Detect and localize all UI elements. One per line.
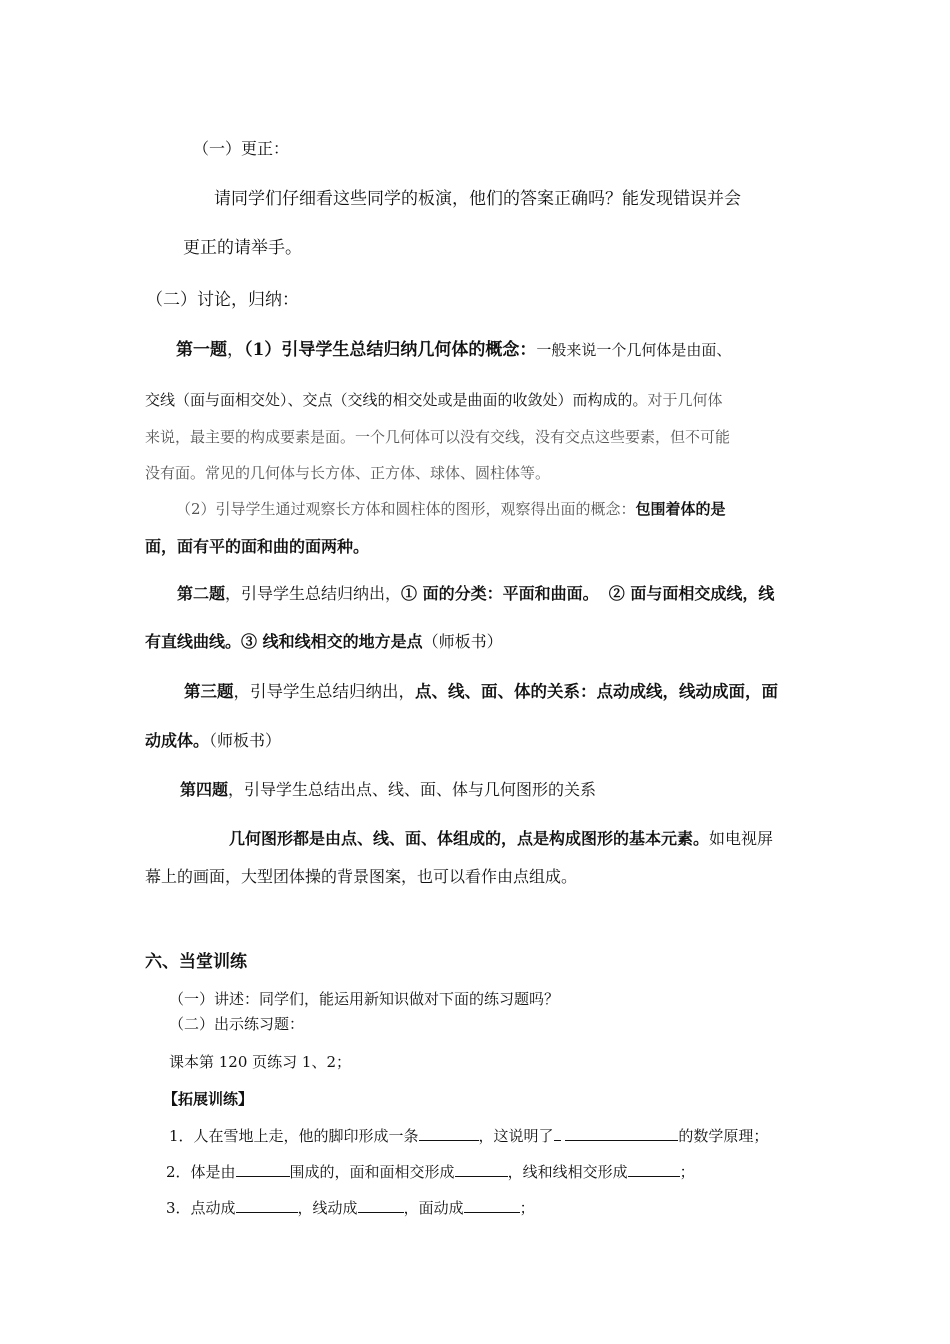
ex2-text-d: ；: [679, 1163, 695, 1181]
q4-line1: [180, 779, 596, 801]
ex1-blank-2b[interactable]: [565, 1126, 678, 1141]
ex2-text-c: ，线和线相交形成: [507, 1163, 628, 1181]
q2-line2: [145, 631, 503, 653]
ex1-blank-2a[interactable]: [554, 1126, 561, 1141]
correction-heading: （一）更正：: [193, 139, 290, 158]
ex3-text-d: ；: [519, 1199, 535, 1217]
q4-summary-line2: 幕上的画面，大型团体操的背景图案，也可以看作由点组成。: [145, 867, 578, 886]
q2-item1: ① 面的分类：平面和曲面。: [401, 584, 599, 603]
ex3-blank-3[interactable]: [464, 1198, 520, 1213]
q1-line2: [145, 389, 723, 411]
q4-summary-tail: 如电视屏: [709, 829, 774, 848]
q2-intro: ，引导学生总结归纳出，: [225, 584, 402, 603]
q1-label: 第一题: [176, 340, 227, 360]
q2-line1: [177, 583, 774, 605]
extension-heading: 【拓展训练】: [163, 1090, 254, 1108]
q1-line3: 来说，最主要的构成要素是面。一个几何体可以没有交线，没有交点这些要素，但不可能: [145, 428, 731, 446]
ex1-text-c: 的数学原理；: [678, 1127, 769, 1145]
s6-textbook: 课本第 120 页练习 1、2；: [169, 1053, 352, 1071]
q1-definition-start: 一般来说一个几何体是由面、: [536, 341, 732, 359]
q3-bold: 点、线、面、体的关系：点动成线，线动成面，面: [415, 682, 778, 701]
q3-line2: [145, 730, 281, 752]
ex3-blank-2[interactable]: [358, 1198, 404, 1213]
ex2-blank-3[interactable]: [628, 1162, 680, 1177]
q1-definition-end: 交线（面与面相交处）、交点（交线的相交处或是曲面的收敛处）而构成的。: [145, 391, 648, 409]
q1-part2-line2: 面，面有平的面和曲的面两种。: [145, 537, 370, 556]
q1-part2-bold: 包围着体的是: [635, 500, 726, 518]
q4-summary-line1: [229, 828, 773, 850]
q1-line2-tail: 对于几何体: [647, 391, 723, 409]
q2-line2-note: （师板书）: [422, 632, 503, 651]
q3-line2-note: （师板书）: [209, 731, 282, 750]
ex3-text-a: 3．点动成: [166, 1199, 236, 1217]
q3-label: 第三题: [184, 682, 234, 701]
q3-intro: ，引导学生总结归纳出，: [233, 682, 415, 701]
ex3-text-b: ，线动成: [297, 1199, 358, 1217]
ex1-text-b: ，这说明了: [478, 1127, 554, 1145]
correction-body-line2: 更正的请举手。: [183, 238, 302, 258]
q1-line4: 没有面。常见的几何体与长方体、正方体、球体、圆柱体等。: [145, 464, 551, 482]
ex2-text-b: 围成的，面和面相交形成: [289, 1163, 455, 1181]
ex3-text-c: ，面动成: [403, 1199, 464, 1217]
ex2-blank-2[interactable]: [455, 1162, 508, 1177]
q1-bold-text: （1）引导学生总结归纳几何体的概念：: [244, 340, 537, 360]
s6-item1: （一）讲述：同学们，能运用新知识做对下面的练习题吗？: [169, 990, 560, 1008]
q2-item2: ② 面与面相交成线，线: [608, 584, 775, 603]
q3-line2-bold: 动成体。: [145, 731, 210, 750]
q2-line2-bold: 有直线曲线。③ 线和线相交的地方是点: [145, 632, 423, 651]
q4-intro: ，引导学生总结出点、线、面、体与几何图形的关系: [228, 780, 597, 799]
ex2-blank-1[interactable]: [236, 1162, 290, 1177]
q1-part2-text: （2）引导学生通过观察长方体和圆柱体的图形，观察得出面的概念：: [176, 500, 636, 518]
correction-body-line1: 请同学们仔细看这些同学的板演，他们的答案正确吗？能发现错误并会: [214, 189, 741, 209]
discussion-heading: （二）讨论，归纳：: [146, 290, 299, 310]
exercise-3: [166, 1197, 535, 1219]
exercise-2: [166, 1161, 695, 1183]
q4-summary-bold: 几何图形都是由点、线、面、体组成的，点是构成图形的基本元素。: [229, 829, 710, 848]
section6-heading: 六、当堂训练: [145, 952, 247, 972]
q4-label: 第四题: [180, 780, 229, 799]
s6-item2: （二）出示练习题：: [169, 1015, 305, 1033]
q1-line1: [176, 339, 731, 361]
q1-sep: ，: [227, 340, 244, 360]
exercise-1: [169, 1125, 768, 1147]
q1-part2-line1: [176, 498, 726, 520]
ex2-text-a: 2．体是由: [166, 1163, 236, 1181]
ex1-blank-1[interactable]: [419, 1126, 479, 1141]
q3-line1: [184, 681, 778, 703]
ex3-blank-1[interactable]: [236, 1198, 298, 1213]
q2-label: 第二题: [177, 584, 226, 603]
ex1-text-a: 1．人在雪地上走，他的脚印形成一条: [169, 1127, 419, 1145]
